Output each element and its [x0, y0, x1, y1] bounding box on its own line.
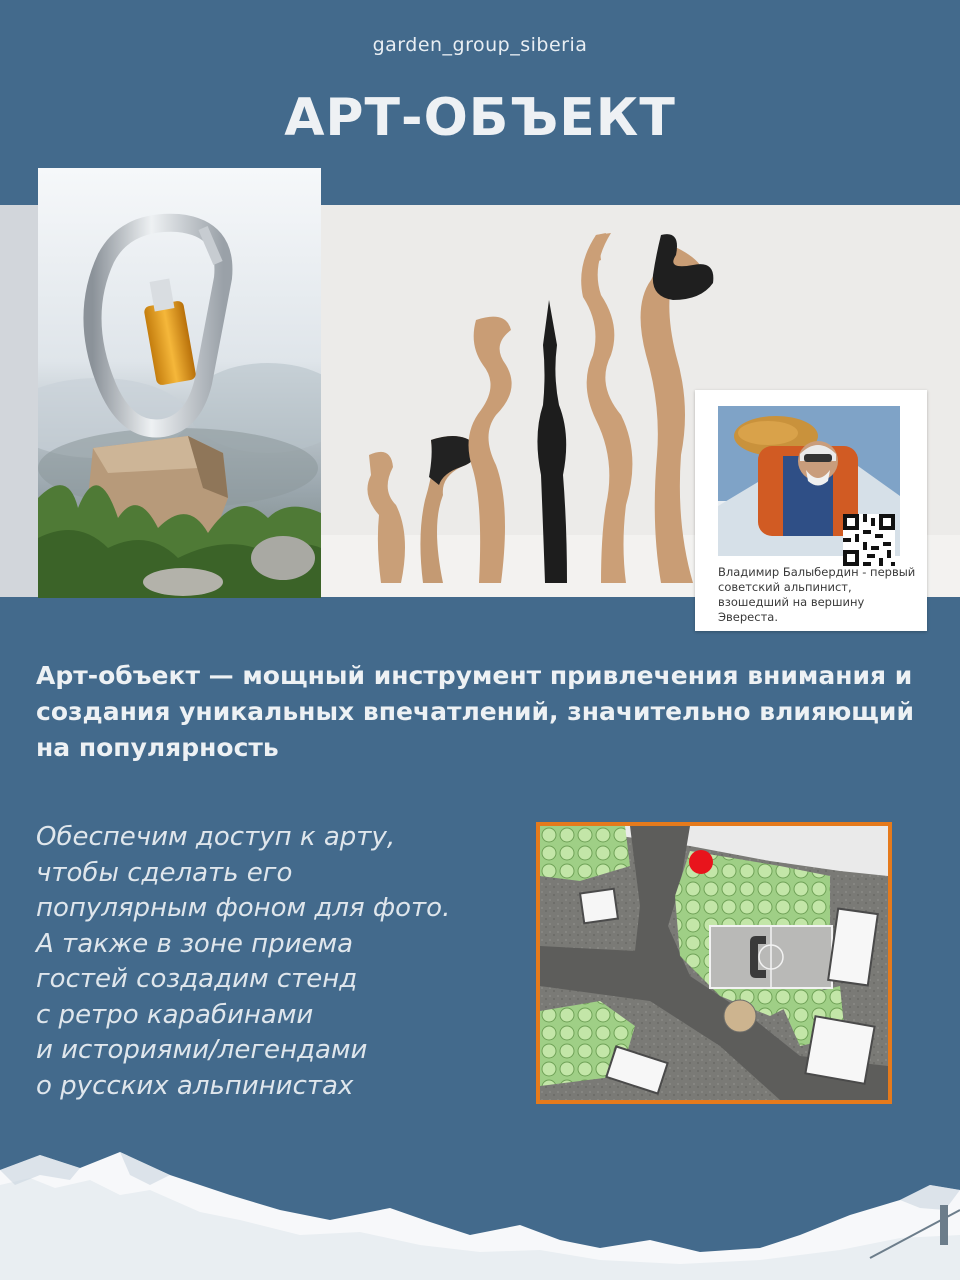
- details-line: о русских альпинистах: [36, 1070, 354, 1101]
- page-title: АРТ-ОБЪЕКТ: [284, 88, 676, 148]
- account-handle: garden_group_siberia: [372, 34, 588, 56]
- details-line: популярным фоном для фото.: [36, 893, 451, 923]
- mountain-silhouette: [0, 1140, 960, 1280]
- details-line: чтобы сделать его: [36, 857, 293, 888]
- carabiner-photo: [38, 168, 321, 598]
- details-line: Обеспечим доступ к арту,: [36, 822, 396, 852]
- details-line: гостей создадим стенд: [36, 964, 358, 994]
- site-plan-map: [536, 822, 892, 1104]
- details-line: А также в зоне приема: [36, 928, 354, 959]
- art-object-location-marker: [689, 850, 713, 874]
- lead-paragraph: Арт-объект — мощный инструмент привлечения внимания и создания уникальных впечатлений, значительно влияющий на популярность: [36, 661, 914, 762]
- qr-code-icon[interactable]: [843, 514, 895, 566]
- climber-info-card: [695, 390, 927, 631]
- climber-caption: Владимир Балыбердин - первый советский альпинист, взошедший на вершину Эвереста.: [718, 565, 916, 624]
- details-line: с ретро карабинами: [36, 999, 314, 1030]
- details-line: и историями/легендами: [36, 1035, 368, 1065]
- details-paragraph: [36, 820, 516, 1104]
